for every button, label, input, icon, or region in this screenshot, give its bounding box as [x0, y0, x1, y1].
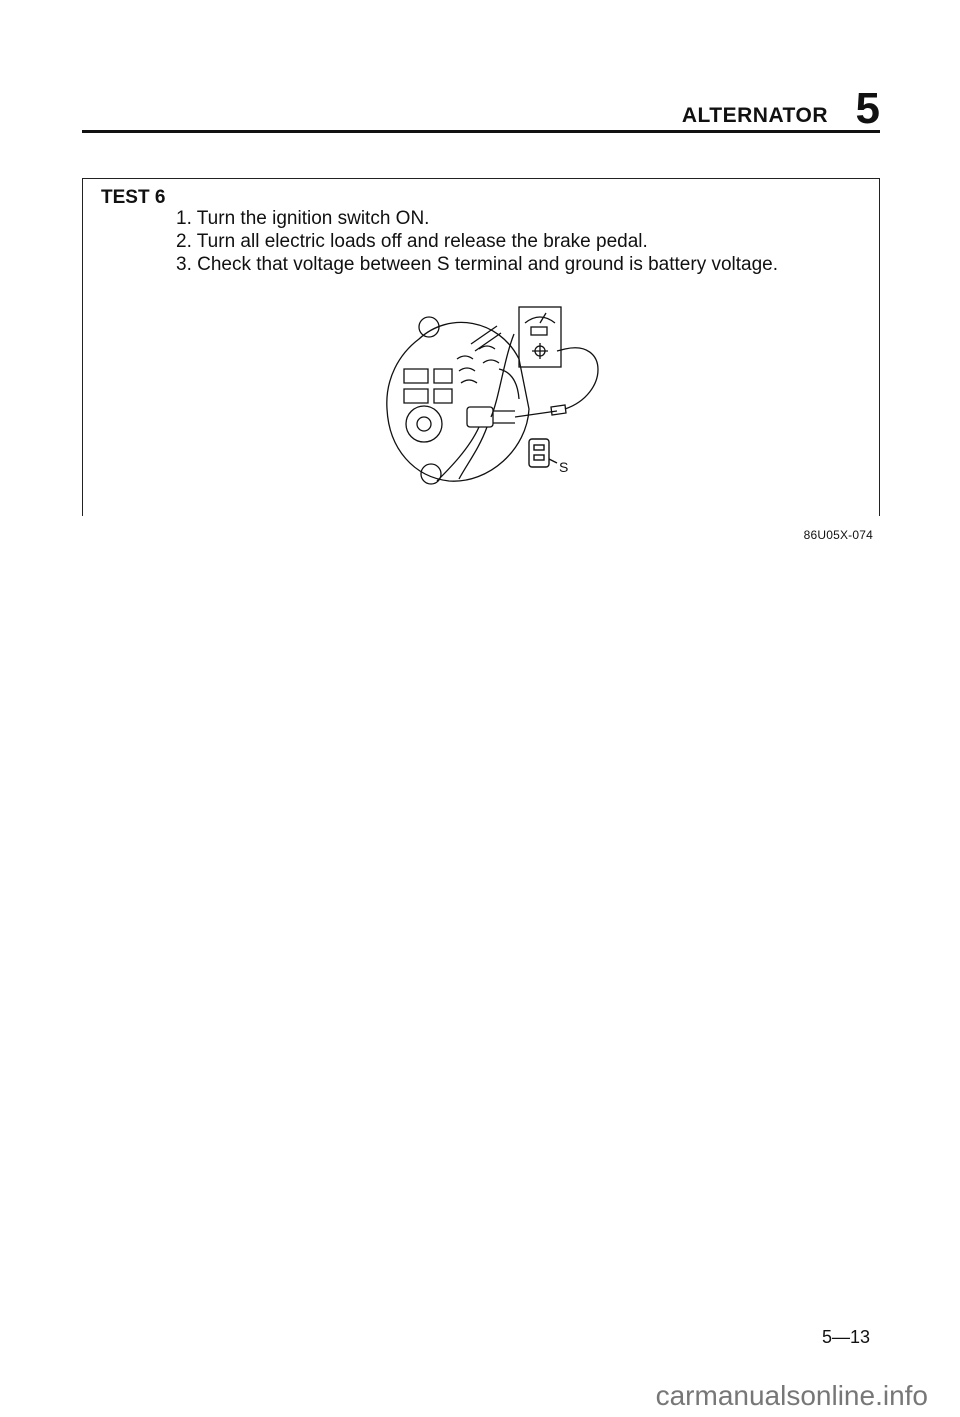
alternator-voltmeter-illustration — [379, 299, 619, 499]
step-item: 2. Turn all electric loads off and release the brake pedal. — [176, 231, 648, 252]
section-number: 5 — [855, 84, 880, 133]
test-box — [82, 178, 880, 516]
alternator-body-icon — [387, 322, 529, 481]
step-list — [176, 207, 778, 276]
watermark-text: carmanualsonline.info — [655, 1380, 928, 1411]
test-title: TEST 6 — [101, 187, 166, 208]
s-terminal-label: S — [559, 459, 569, 475]
s-terminal-connector-icon — [529, 439, 557, 467]
step-item: 1. Turn the ignition switch ON. — [176, 208, 430, 229]
section-title: ALTERNATOR — [681, 104, 828, 127]
figure-code: 86U05X-074 — [803, 528, 873, 542]
page-number: 5—13 — [821, 1327, 870, 1347]
voltmeter-icon — [519, 307, 561, 367]
step-item: 3. Check that voltage between S terminal and ground is battery voltage. — [176, 254, 779, 275]
page-header — [82, 78, 880, 133]
